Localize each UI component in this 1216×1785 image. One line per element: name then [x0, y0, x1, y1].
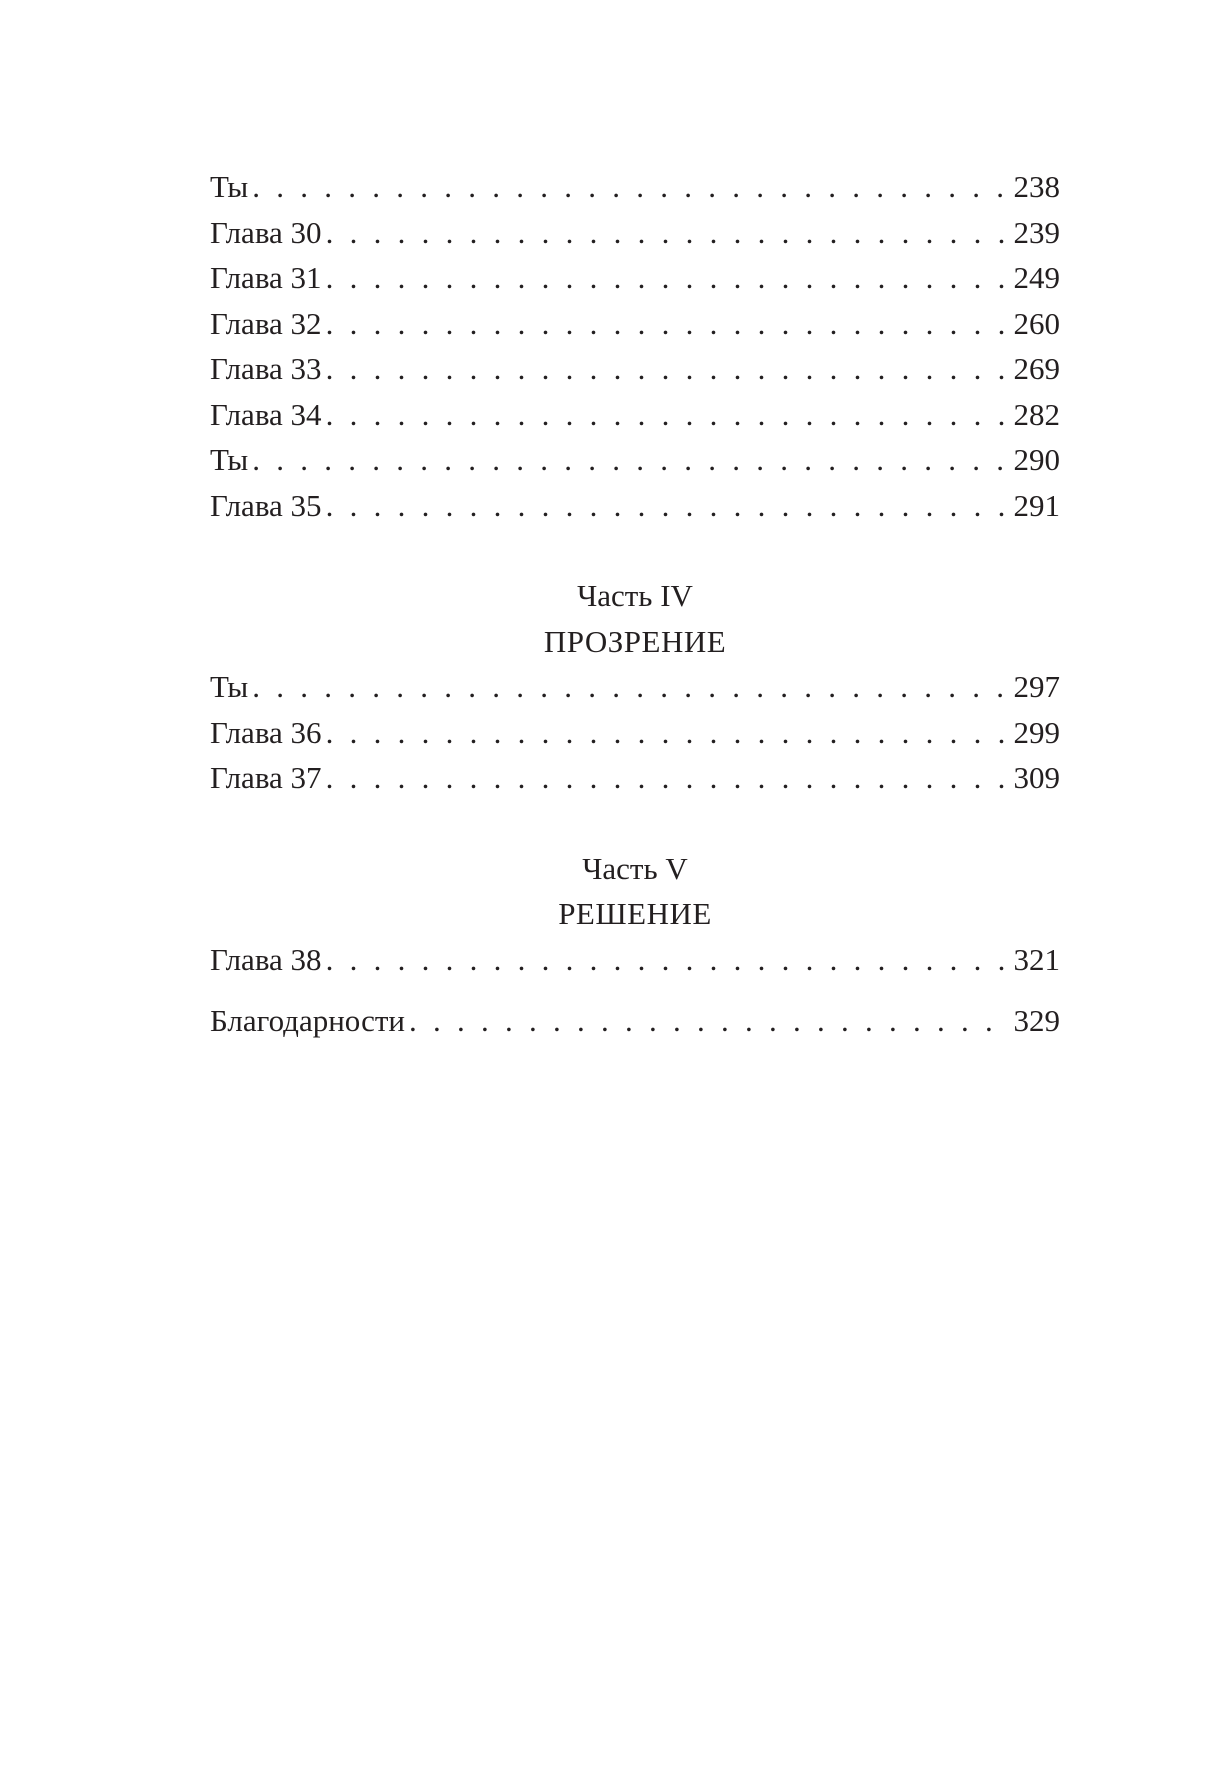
toc-entry-page: 291 [1013, 487, 1060, 523]
toc-leader-dots [326, 937, 1004, 983]
toc-entry-page: 249 [1013, 260, 1060, 295]
toc-leader-dots [252, 664, 1003, 710]
toc-entry-page: 299 [1013, 714, 1060, 750]
toc-leader-dots [326, 301, 1004, 347]
toc-entry [210, 755, 1060, 801]
toc-section-part-iii-continued [210, 164, 1060, 528]
part-name: ПРОЗРЕНИЕ [543, 623, 727, 659]
toc-entry-page: 239 [1013, 214, 1060, 250]
toc-entry-title: Глава 32 [210, 305, 322, 341]
toc-entry-page: 321 [1013, 941, 1060, 977]
part-label: Часть V [582, 850, 688, 886]
toc-entry-title: Глава 33 [210, 351, 322, 386]
toc-leader-dots [326, 210, 1004, 256]
toc-leader-dots [326, 710, 1004, 756]
toc-entry-title: Глава 37 [210, 760, 322, 795]
toc-entry-acknowledgements [210, 998, 1060, 1044]
toc-entry-page: 297 [1013, 669, 1060, 704]
toc-entry-page: 238 [1013, 169, 1060, 204]
toc-entry [210, 664, 1060, 710]
toc-entry-page: 329 [1013, 1003, 1060, 1038]
toc-leader-dots [326, 346, 1004, 392]
toc-leader-dots [252, 437, 1003, 483]
part-label: Часть IV [577, 578, 693, 613]
toc-leader-dots [409, 998, 1004, 1044]
spacer [210, 982, 1060, 998]
toc-entry-title: Глава 38 [210, 941, 322, 977]
toc-entry [210, 710, 1060, 756]
toc-entry-page: 269 [1013, 351, 1060, 386]
toc-entry [210, 255, 1060, 301]
toc-section-part-iv [210, 573, 1060, 801]
toc-leader-dots [326, 483, 1004, 529]
toc-entry-page: 290 [1013, 442, 1060, 477]
toc-entry [210, 301, 1060, 347]
toc-leader-dots [326, 392, 1004, 438]
table-of-contents [210, 164, 1060, 1044]
toc-entry [210, 392, 1060, 438]
toc-entry-title: Ты [210, 169, 249, 204]
toc-leader-dots [252, 164, 1003, 210]
toc-entry-page: 282 [1013, 396, 1060, 432]
toc-section-part-v [210, 846, 1060, 983]
toc-entry-page: 309 [1013, 760, 1060, 795]
toc-entry-title: Ты [210, 669, 249, 704]
toc-leader-dots [326, 755, 1004, 801]
toc-entry-page: 260 [1013, 305, 1060, 341]
part-name: РЕШЕНИЕ [558, 896, 712, 931]
toc-entry-title: Глава 36 [210, 714, 322, 750]
toc-entry [210, 437, 1060, 483]
toc-entry [210, 210, 1060, 256]
toc-leader-dots [326, 255, 1004, 301]
toc-entry-title: Глава 31 [210, 260, 322, 295]
toc-entry [210, 164, 1060, 210]
toc-entry [210, 483, 1060, 529]
toc-entry [210, 937, 1060, 983]
toc-entry-title: Благодарности [210, 1003, 405, 1038]
toc-entry [210, 346, 1060, 392]
toc-entry-title: Ты [210, 442, 249, 477]
toc-entry-title: Глава 35 [210, 487, 322, 523]
toc-entry-title: Глава 34 [210, 396, 322, 432]
toc-entry-title: Глава 30 [210, 214, 322, 250]
